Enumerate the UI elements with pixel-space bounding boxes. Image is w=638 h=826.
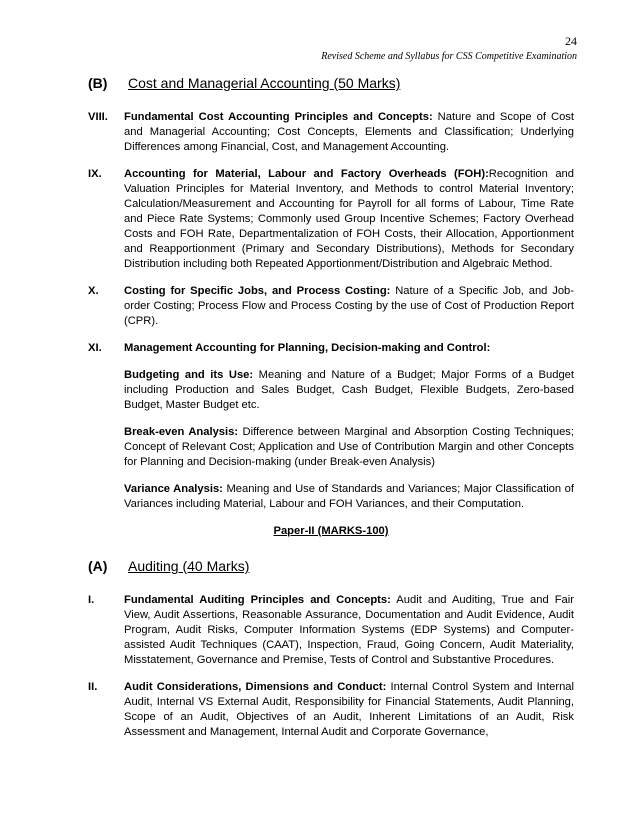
- item-x: [88, 284, 574, 329]
- section-b-heading: [88, 74, 574, 92]
- item-text: Internal Control System and Internal Audit, Internal VS External Audit, Responsibility for Financial Statements, Audit Planning, Scope of an Audit, Objectives of an Audit, Inherent Limitations of an Audit, Risk Assessment and Management, Internal Audit and Corporate Governance,: [124, 681, 574, 738]
- subitem-heading: Variance Analysis:: [124, 483, 223, 495]
- paper-title: Paper-II (MARKS-100): [273, 525, 389, 537]
- item-heading: Fundamental Auditing Principles and Concepts:: [124, 594, 391, 606]
- item-body: [124, 593, 574, 668]
- running-header: Revised Scheme and Syllabus for CSS Competitive Examination: [321, 51, 577, 62]
- section-a-heading: [88, 557, 574, 575]
- item-heading: Management Accounting for Planning, Decision-making and Control:: [124, 342, 491, 354]
- subitem-text: Meaning and Use of Standards and Variances; Major Classification of Variances including Material, Labour and FOH Variances, and their Computation.: [124, 483, 574, 510]
- item-number: X.: [88, 285, 99, 297]
- item-number: VIII.: [88, 111, 108, 123]
- item-number: I.: [88, 594, 95, 606]
- subitem-heading: Budgeting and its Use:: [124, 369, 254, 381]
- item-heading: Costing for Specific Jobs, and Process Costing:: [124, 285, 391, 297]
- subitem-budgeting: [124, 368, 574, 413]
- item-body: [124, 680, 574, 740]
- subitem-variance: [124, 482, 574, 512]
- item-text: Nature of a Specific Job, and Job-order Costing; Process Flow and Process Costing by the use of Cost of Production Report (CPR).: [124, 285, 574, 327]
- section-b-title: Cost and Managerial Accounting (50 Marks): [128, 75, 401, 91]
- item-number: XI.: [88, 342, 102, 354]
- subitem-break-even: [124, 425, 574, 470]
- item-body: [124, 167, 574, 272]
- section-a-label: (A): [88, 558, 108, 574]
- item-ii: [88, 680, 574, 740]
- item-text: Audit and Auditing, True and Fair View, Audit Assertions, Reasonable Assurance, Documentation and Audit Evidence, Audit Program, Audit Risks, Computer Information Systems (EDP Systems) and Computer-assisted Audit Techniques (CAAT), Inspection, Fraud, Going Concern, Audit Materiality, Misstatement, Governance and Premise, Tests of Control and Substantive Procedures.: [124, 594, 574, 666]
- item-ix: [88, 167, 574, 272]
- item-body: [124, 284, 574, 329]
- subitem-text: Difference between Marginal and Absorption Costing Techniques; Concept of Relevant Cost; Application and Use of Contribution Margin and other Concepts for Planning and Decision-making (under Break-even Analysis): [124, 426, 574, 468]
- item-text: Nature and Scope of Cost and Managerial Accounting; Cost Concepts, Elements and Classification; Underlying Differences among Financial, Cost, and Management Accounting.: [124, 111, 574, 153]
- item-i: [88, 593, 574, 668]
- item-number: II.: [88, 681, 98, 693]
- item-number: IX.: [88, 168, 102, 180]
- item-body: [124, 341, 574, 356]
- item-viii: [88, 110, 574, 155]
- item-text: Recognition and Valuation Principles for Material Inventory, and Methods to control Material Inventory; Calculation/Measurement and Accounting for Payroll for all forms of Labour, Time Rate and Piece Rate Systems; Commonly used Group Incentive Schemes; Factory Overhead Costs and FOH Rate, Departmentalization of FOH Costs, their Allocation, Apportionment and Reapportionment (Primary and Secondary Distributions), Methods for Secondary Distribution including both Repeated Apportionment/Distribution and Algebraic Method.: [124, 168, 574, 270]
- page-number: 24: [565, 34, 577, 48]
- page-content: [88, 74, 574, 740]
- subitem-heading: Break-even Analysis:: [124, 426, 239, 438]
- item-xi: [88, 341, 574, 356]
- item-body: [124, 110, 574, 155]
- item-heading: Fundamental Cost Accounting Principles and Concepts:: [124, 111, 433, 123]
- subitem-text: Meaning and Nature of a Budget; Major Forms of a Budget including Production and Sales Budget, Cash Budget, Flexible Budgets, Zero-based Budget, Master Budget etc.: [124, 369, 574, 411]
- item-heading: Audit Considerations, Dimensions and Conduct:: [124, 681, 387, 693]
- section-a-title: Auditing (40 Marks): [128, 558, 250, 574]
- section-b-label: (B): [88, 75, 108, 91]
- item-heading: Accounting for Material, Labour and Factory Overheads (FOH):: [124, 168, 489, 180]
